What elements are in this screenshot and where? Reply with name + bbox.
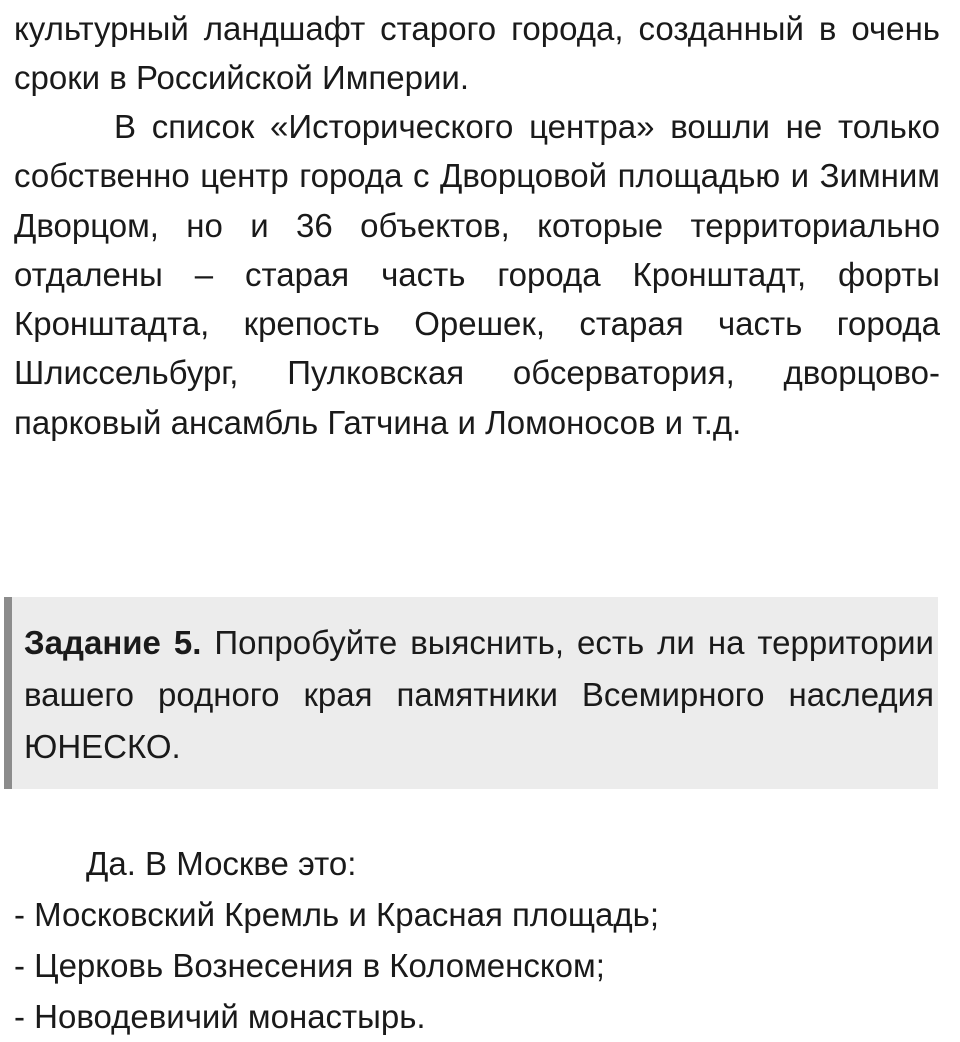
paragraph-top: культурный ландшафт старого города, созданный в очень сроки в Российской Империи. bbox=[14, 10, 940, 97]
task-text bbox=[24, 617, 934, 773]
answer-list bbox=[14, 889, 940, 1042]
list-item: - Московский Кремль и Красная площадь; bbox=[14, 896, 660, 933]
list-item: - Церковь Вознесения в Коломенском; bbox=[14, 947, 605, 984]
paragraph-historic-center: В список «Исторического центра» вошли не только собственно центр города с Дворцовой площадью и Зимним Дворцом, но и 36 объектов, которые территориально отдалены – старая часть города Кронштадт, форты Кронштадта, крепость Орешек, старая часть города Шлиссельбург, Пулковская обсерватория, дворцово-парковый ансамбль Гатчина и Ломоносов и т.д. bbox=[14, 108, 940, 441]
answer-intro: Да. В Москве это: bbox=[86, 845, 357, 882]
answer-block bbox=[14, 838, 940, 1042]
list-item: - Новодевичий монастырь. bbox=[14, 998, 426, 1035]
task-box bbox=[4, 597, 938, 789]
task-label: Задание 5. bbox=[24, 624, 202, 661]
task-body: Попробуйте выяснить, есть ли на территории вашего родного края памятники Всемирного наследия ЮНЕСКО. bbox=[24, 624, 934, 765]
